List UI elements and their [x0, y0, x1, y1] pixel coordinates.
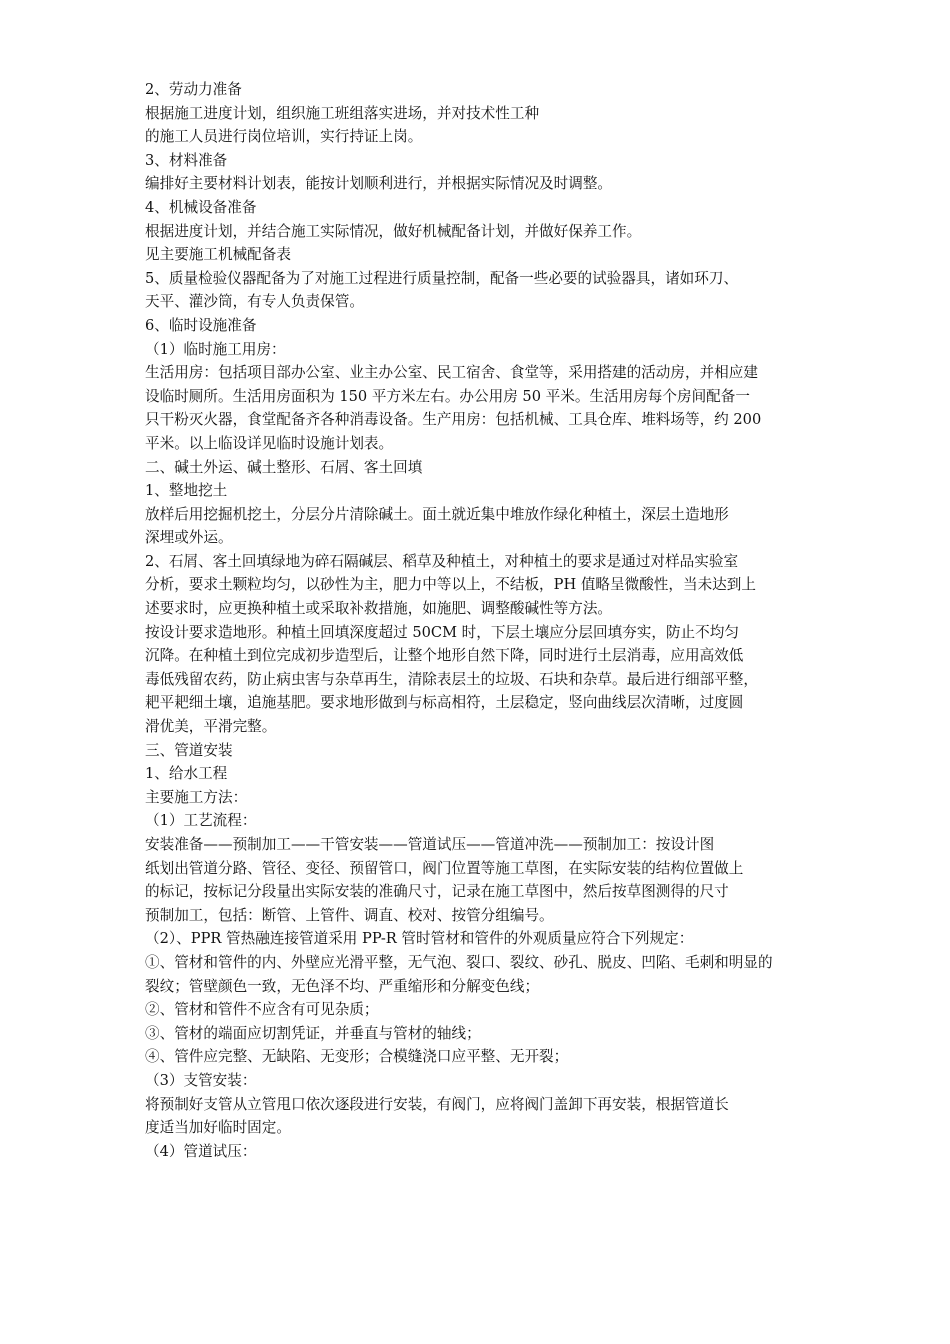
text-line: 毒低残留农药，防止病虫害与杂草再生，清除表层土的垃圾、石块和杂草。最后进行细部平整，: [145, 670, 758, 688]
text-line: 设临时厕所。生活用房面积为 150 平方米左右。办公用房 50 平米。生活用房每个房间配备一: [145, 387, 750, 405]
text-line: ①、管材和管件的内、外壁应光滑平整，无气泡、裂口、裂纹、砂孔、脱皮、凹陷、毛刺和明显的: [145, 953, 773, 971]
text-line: ④、管件应完整、无缺陷、无变形；合模缝浇口应平整、无开裂；: [145, 1048, 569, 1066]
text-line: 安装准备——预制加工——干管安装——管道试压——管道冲洗——预制加工：按设计图: [145, 836, 715, 853]
text-line: 生活用房：包括项目部办公室、业主办公室、民工宿舍、食堂等，采用搭建的活动房，并相应建: [145, 364, 758, 382]
text-line: 按设计要求造地形。种植土回填深度超过 50CM 时，下层土壤应分层回填夯实，防止不均匀: [145, 623, 739, 641]
text-line: 2、劳动力准备: [145, 81, 242, 98]
text-line: 4、机械设备准备: [145, 198, 257, 216]
text-line: （4）管道试压：: [145, 1142, 257, 1160]
text-line: 度适当加好临时固定。: [145, 1119, 291, 1137]
text-line: 分析，要求土颗粒均匀，以砂性为主，肥力中等以上，不结板，PH 值略呈微酸性，当未达到上: [145, 576, 756, 594]
text-line: 5、质量检验仪器配备为了对施工过程进行质量控制，配备一些必要的试验器具，诸如环刀、: [145, 269, 739, 287]
text-line: 述要求时，应更换种植土或采取补救措施，如施肥、调整酸碱性等方法。: [145, 600, 613, 618]
text-line: ③、管材的端面应切割凭证，并垂直与管材的轴线；: [145, 1024, 481, 1042]
text-line: 6、临时设施准备: [145, 316, 257, 334]
text-line: 1、整地挖土: [145, 482, 228, 500]
text-line: ②、管材和管件不应含有可见杂质；: [145, 1001, 379, 1019]
text-line: 2、石屑、客土回填绿地为碎石隔碱层、稻草及种植土，对种植土的要求是通过对样品实验室: [145, 552, 739, 570]
text-line: （2）、PPR 管热融连接管道采用 PP-R 管时管材和管件的外观质量应符合下列规定：: [145, 930, 694, 948]
text-line: 3、材料准备: [145, 151, 228, 169]
text-line: 二、碱土外运、碱土整形、石屑、客土回填: [145, 458, 423, 476]
text-line: 的施工人员进行岗位培训，实行持证上岗。: [145, 128, 423, 146]
document-body: [145, 78, 817, 1163]
text-line: 将预制好支管从立管甩口依次逐段进行安装，有阀门，应将阀门盖卸下再安装，根据管道长: [145, 1095, 729, 1113]
text-line: 沉降。在种植土到位完成初步造型后，让整个地形自然下降，同时进行土层消毒，应用高效低: [145, 647, 744, 665]
text-line: 的标记，按标记分段量出实际安装的准确尺寸，记录在施工草图中，然后按草图测得的尺寸: [145, 883, 729, 901]
text-line: （1）临时施工用房：: [145, 340, 286, 358]
text-line: 深埋或外运。: [145, 529, 233, 547]
text-line: 根据施工进度计划，组织施工班组落实进场，并对技术性工种: [145, 104, 540, 122]
text-line: （1）工艺流程：: [145, 812, 257, 830]
text-line: 平米。以上临设详见临时设施计划表。: [145, 434, 394, 452]
text-line: 编排好主要材料计划表，能按计划顺利进行，并根据实际情况及时调整。: [145, 175, 613, 193]
text-line: 天平、灌沙筒，有专人负责保管。: [145, 293, 364, 311]
text-line: 预制加工，包括：断管、上管件、调直、校对、按管分组编号。: [145, 906, 554, 924]
text-line: 滑优美，平滑完整。: [145, 718, 277, 736]
text-line: 放样后用挖掘机挖土，分层分片清除碱土。面土就近集中堆放作绿化种植土，深层土造地形: [145, 505, 729, 523]
text-line: 只干粉灭火器，食堂配备齐各种消毒设备。生产用房：包括机械、工具仓库、堆料场等，约 200: [145, 411, 762, 429]
text-line: 主要施工方法：: [145, 788, 248, 806]
text-line: 见主要施工机械配备表: [145, 246, 291, 264]
text-line: 纸划出管道分路、管径、变径、预留管口，阀门位置等施工草图，在实际安装的结构位置做上: [145, 859, 744, 877]
text-line: 根据进度计划，并结合施工实际情况，做好机械配备计划，并做好保养工作。: [145, 222, 642, 240]
text-line: 裂纹；管壁颜色一致，无色泽不均、严重缩形和分解变色线；: [145, 977, 540, 995]
text-line: 耙平耙细土壤，追施基肥。要求地形做到与标高相符，土层稳定，竖向曲线层次清晰，过度圆: [145, 694, 744, 712]
text-line: 1、给水工程: [145, 765, 228, 783]
text-line: （3）支管安装：: [145, 1071, 257, 1089]
text-line: 三、管道安装: [145, 741, 233, 759]
